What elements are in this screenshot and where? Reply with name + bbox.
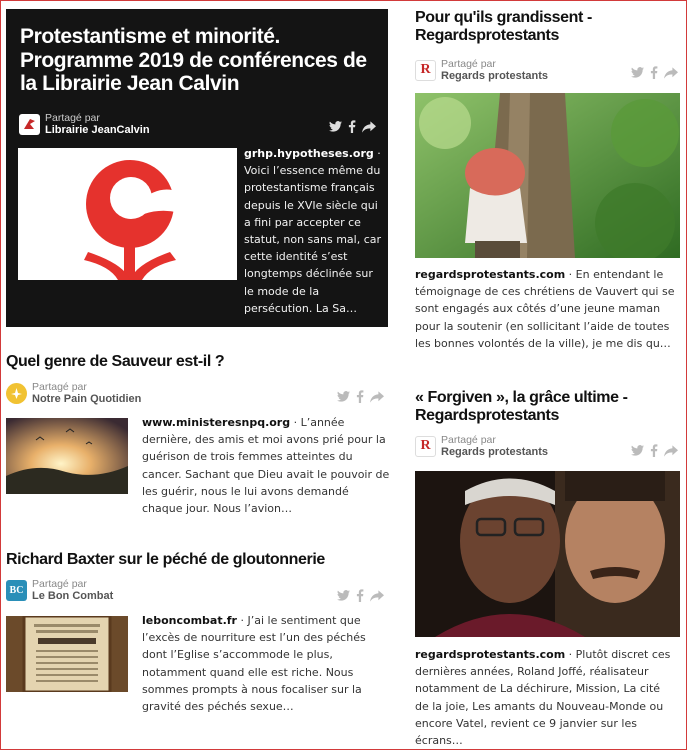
notre-pain-quotidien-logo	[6, 383, 27, 404]
regards-protestants-logo	[415, 60, 436, 81]
article-thumbnail[interactable]	[415, 471, 680, 637]
facebook-icon[interactable]	[650, 444, 658, 457]
article-thumbnail[interactable]	[6, 418, 128, 494]
librairie-calvin-emblem	[18, 148, 237, 280]
excerpt-text: · Plutôt discret ces dernières années, Roland Joffé, réalisateur notamment de La déchirure, Mission, La cité de la joie, Les amants du Nouveau-Monde ou encore Vatel, revient ce 9 janvier sur les écrans…	[415, 648, 671, 748]
source-name[interactable]: Librairie JeanCalvin	[45, 124, 150, 137]
share-arrow-icon[interactable]	[370, 590, 384, 602]
share-actions	[631, 444, 678, 457]
article-title[interactable]: Richard Baxter sur le péché de gloutonnerie	[6, 551, 325, 568]
shared-by-label: Partagé par	[32, 381, 87, 393]
article-domain[interactable]: regardsprotestants.com	[415, 648, 566, 661]
facebook-icon[interactable]	[356, 589, 364, 602]
shared-by	[19, 112, 150, 137]
shared-by	[415, 58, 548, 83]
share-arrow-icon[interactable]	[370, 391, 384, 403]
excerpt-text: · Voici l’essence même du protestantisme français depuis le XVIe siècle qui a fini par accepter ce statut, non sans mal, car cette identité s’est longtemps déclinée sur le mode de la persécution. La Sa…	[244, 147, 382, 315]
article-card[interactable]	[6, 551, 390, 721]
twitter-icon[interactable]	[631, 67, 644, 78]
share-actions	[337, 589, 384, 602]
shared-by	[415, 434, 548, 459]
twitter-icon[interactable]	[337, 391, 350, 402]
article-excerpt	[142, 414, 390, 517]
article-card[interactable]	[414, 389, 680, 749]
share-arrow-icon[interactable]	[664, 67, 678, 79]
article-title[interactable]: « Forgiven », la grâce ultime - Regardsprotestants	[415, 389, 628, 424]
article-thumbnail[interactable]	[18, 148, 237, 280]
child-hugging-tree-image	[415, 93, 680, 258]
excerpt-text: · L’année dernière, des amis et moi avons prié pour la guérison de trois femmes atteintes du cancer. Sachant que Dieu avait le pouvoir de les guérir, nous le lui avons demandé chaque jour. Nous l’avion…	[142, 416, 390, 516]
shared-by-label: Partagé par	[32, 578, 87, 590]
shared-by	[6, 578, 113, 603]
facebook-icon[interactable]	[348, 120, 356, 133]
article-title[interactable]: Pour qu'ils grandissent - Regardsprotestants	[415, 9, 592, 44]
article-domain[interactable]: grhp.hypotheses.org	[244, 147, 374, 160]
article-excerpt	[415, 646, 677, 749]
facebook-icon[interactable]	[356, 390, 364, 403]
facebook-icon[interactable]	[650, 66, 658, 79]
logo-letter: R	[420, 62, 431, 78]
old-treatise-book-image	[6, 616, 128, 692]
article-title[interactable]: Quel genre de Sauveur est-il ?	[6, 353, 225, 370]
article-domain[interactable]: regardsprotestants.com	[415, 268, 566, 281]
share-arrow-icon[interactable]	[664, 445, 678, 457]
le-bon-combat-logo	[6, 580, 27, 601]
source-name[interactable]: Regards protestants	[441, 70, 548, 83]
shared-by-label: Partagé par	[441, 434, 496, 446]
twitter-icon[interactable]	[337, 590, 350, 601]
shared-by	[6, 381, 141, 406]
regards-protestants-logo	[415, 436, 436, 457]
excerpt-text: · En entendant le témoignage de ces chrétiens de Vauvert qui se sont engagés aux côtés d’une jeune maman pour la soutenir (en sollicitant l’aide de toutes les bonnes volontés de la ville), je me dis qu…	[415, 268, 675, 350]
article-thumbnail[interactable]	[415, 93, 680, 258]
share-actions	[329, 120, 376, 133]
share-actions	[337, 390, 384, 403]
sunrise-birds-image	[6, 418, 128, 494]
shared-by-label: Partagé par	[45, 112, 100, 124]
excerpt-text: · J’ai le sentiment que l’excès de nourriture est l’un des péchés dont l’Eglise s’accommode le plus, notamment quand elle est riche. Nous sommes prompts à nous focaliser sur la gravité des péchés sexue…	[142, 614, 366, 714]
source-name[interactable]: Le Bon Combat	[32, 590, 114, 603]
logo-letter: R	[420, 438, 431, 454]
article-card[interactable]	[6, 353, 390, 523]
article-thumbnail[interactable]	[6, 616, 128, 692]
article-card[interactable]	[414, 9, 680, 354]
librairie-calvin-logo	[19, 114, 40, 135]
source-name[interactable]: Notre Pain Quotidien	[32, 393, 142, 406]
forgiven-movie-image	[415, 471, 680, 637]
share-actions	[631, 66, 678, 79]
source-name[interactable]: Regards protestants	[441, 446, 548, 459]
article-excerpt	[244, 145, 382, 317]
article-domain[interactable]: www.ministeresnpq.org	[142, 416, 291, 429]
shared-by-label: Partagé par	[441, 58, 496, 70]
article-excerpt	[142, 612, 390, 715]
twitter-icon[interactable]	[631, 445, 644, 456]
twitter-icon[interactable]	[329, 121, 342, 132]
article-title[interactable]: Protestantisme et minorité. Programme 2019 de conférences de la Librairie Jean Calvin	[20, 25, 367, 96]
share-arrow-icon[interactable]	[362, 121, 376, 133]
featured-article-card[interactable]	[6, 9, 388, 327]
logo-letter: BC	[9, 584, 24, 596]
article-domain[interactable]: leboncombat.fr	[142, 614, 237, 627]
article-excerpt	[415, 266, 677, 352]
